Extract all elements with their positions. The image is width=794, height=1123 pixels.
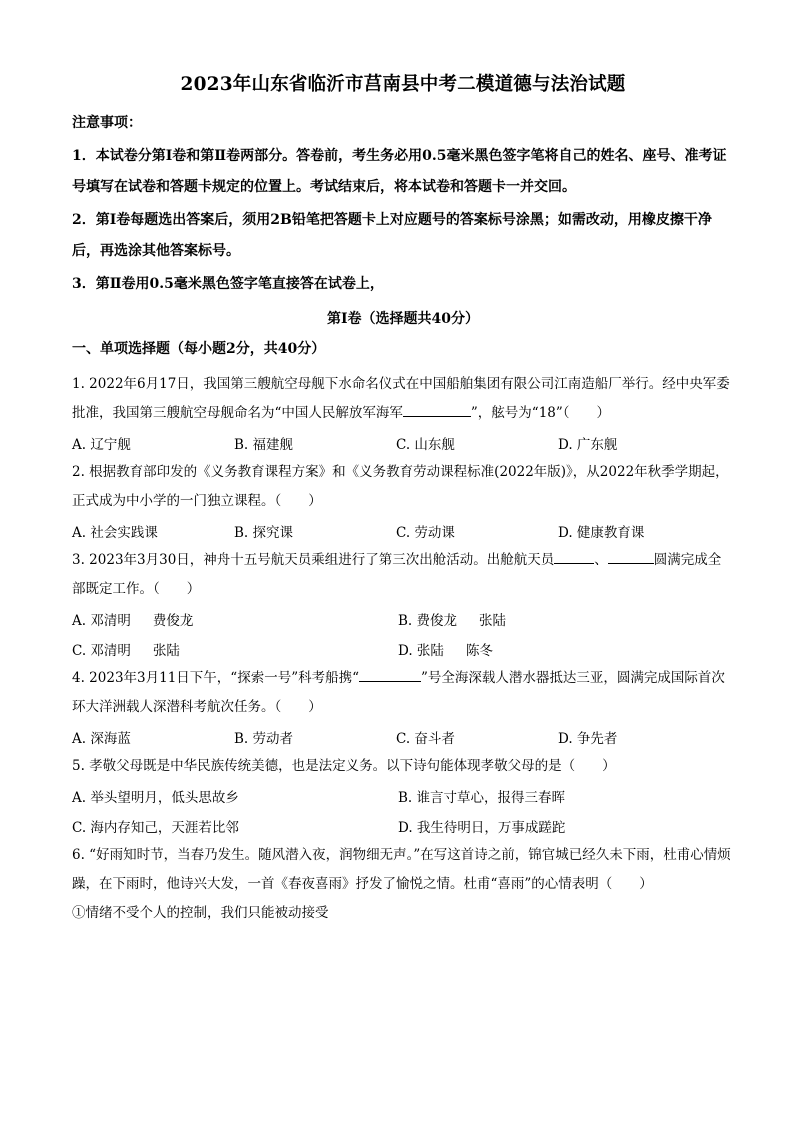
question-3-option-d-name-1: D. 张陆 — [398, 643, 444, 659]
question-5-option-b[interactable]: B. 谁言寸草心，报得三春晖 — [398, 790, 566, 806]
question-4-option-c[interactable]: C. 奋斗者 — [396, 731, 455, 747]
question-2: 2. 根据教育部印发的《义务教育课程方案》和《义务教育劳动课程标准(2022年版)》，从2022年秋季学期起，正式成为中小学的一门独立课程。（ ） — [72, 464, 729, 509]
question-1-text-post: ”，舷号为“18”（ ） — [470, 405, 611, 421]
question-1-option-b[interactable]: B. 福建舰 — [234, 437, 294, 453]
question-2-option-c[interactable]: C. 劳动课 — [396, 525, 455, 541]
question-1-text-pre: 1. 2022年6月17日，我国第三艘航空母舰下水命名仪式在中国船舶集团有限公司江南造船厂举行。经中央军委批准，我国第三艘航空母舰命名为“中国人民解放军海军 — [72, 376, 730, 421]
question-3-option-d[interactable] — [398, 639, 724, 659]
question-3 — [72, 546, 734, 604]
question-3-option-a[interactable] — [72, 609, 398, 629]
question-1-option-d[interactable]: D. 广东舰 — [558, 437, 618, 453]
part1-title: 第Ⅰ卷（选择题共40分） — [326, 311, 480, 327]
question-4-option-b[interactable]: B. 劳动者 — [234, 731, 294, 747]
note-item-1: 1．本试卷分第Ⅰ卷和第Ⅱ卷两部分。答卷前，考生务必用0.5毫米黑色签字笔将自己的姓名、座号、准考证号填写在试卷和答题卡规定的位置上。考试结束后，将本试卷和答题卡一并交回。 — [72, 148, 727, 195]
question-5-option-d[interactable]: D. 我生待明日，万事成蹉跎 — [398, 820, 566, 836]
question-1-blank — [403, 402, 471, 417]
note-item-3: 3．第Ⅱ卷用0.5毫米黑色签字笔直接答在试卷上， — [72, 276, 384, 292]
question-3-option-d-name-2: 陈冬 — [465, 643, 493, 659]
question-3-option-b-name-1: B. 费俊龙 — [398, 613, 458, 629]
question-2-option-a[interactable]: A. 社会实践课 — [72, 525, 158, 541]
question-3-blank-2 — [608, 549, 654, 564]
question-1-options — [72, 428, 734, 458]
question-3-option-c[interactable] — [72, 639, 398, 659]
question-1 — [72, 370, 734, 428]
exam-title: 2023年山东省临沂市莒南县中考二模道德与法治试题 — [180, 74, 626, 95]
section1-title: 一、单项选择题（每小题2分，共40分） — [72, 341, 326, 357]
question-4-option-a[interactable]: A. 深海蓝 — [72, 731, 131, 747]
question-5-options-row-1 — [72, 781, 734, 811]
question-6: 6. “好雨知时节，当春乃发生。随风潜入夜，润物细无声。”在写这首诗之前，锦官城已经久未下雨，杜甫心情烦躁，在下雨时，他诗兴大发，一首《春夜喜雨》抒发了愉悦之情。杜甫“喜雨”的心情表明（ ） — [72, 847, 731, 892]
question-3-option-a-name-2: 费俊龙 — [152, 613, 194, 629]
question-5-options-row-2 — [72, 811, 734, 841]
question-3-option-b[interactable] — [398, 609, 724, 629]
question-6-statement-1: ①情绪不受个人的控制，我们只能被动接受 — [72, 905, 329, 921]
question-5-option-a[interactable]: A. 举头望明月，低头思故乡 — [72, 790, 239, 806]
question-3-option-a-name-1: A. 邓清明 — [72, 613, 131, 629]
question-4-options — [72, 722, 734, 752]
question-3-options-row-1 — [72, 604, 734, 634]
note-item-2: 2．第Ⅰ卷每题选出答案后，须用2B铅笔把答题卡上对应题号的答案标号涂黑；如需改动，用橡皮擦干净后，再选涂其他答案标号。 — [72, 212, 712, 259]
question-5: 5. 孝敬父母既是中华民族传统美德，也是法定义务。以下诗句能体现孝敬父母的是（ ） — [72, 758, 616, 774]
question-3-blank-1 — [554, 549, 594, 564]
question-3-option-b-name-2: 张陆 — [479, 613, 507, 629]
question-2-option-b[interactable]: B. 探究课 — [234, 525, 294, 541]
notes-heading: 注意事项： — [72, 115, 142, 131]
question-5-option-c[interactable]: C. 海内存知己，天涯若比邻 — [72, 820, 239, 836]
question-3-text-mid: 、 — [594, 552, 608, 568]
question-3-text-post: 圆满完成全部既定工作。（ ） — [72, 552, 722, 597]
question-4 — [72, 664, 734, 722]
question-1-option-c[interactable]: C. 山东舰 — [396, 437, 455, 453]
question-3-options-row-2 — [72, 634, 734, 664]
question-4-text-post: ”号全海深载人潜水器抵达三亚，圆满完成国际首次环大洋洲载人深潜科考航次任务。（ ） — [72, 670, 725, 715]
question-3-option-c-name-2: 张陆 — [152, 643, 180, 659]
question-4-option-d[interactable]: D. 争先者 — [558, 731, 618, 747]
question-3-option-c-name-1: C. 邓清明 — [72, 643, 131, 659]
question-3-text-pre: 3. 2023年3月30日，神舟十五号航天员乘组进行了第三次出舱活动。出舱航天员 — [72, 552, 555, 568]
question-1-option-a[interactable]: A. 辽宁舰 — [72, 437, 131, 453]
question-4-blank — [359, 667, 421, 682]
question-4-text-pre: 4. 2023年3月11日下午，“探索一号”科考船携“ — [72, 670, 359, 686]
question-2-options — [72, 516, 734, 546]
question-2-option-d[interactable]: D. 健康教育课 — [558, 525, 645, 541]
